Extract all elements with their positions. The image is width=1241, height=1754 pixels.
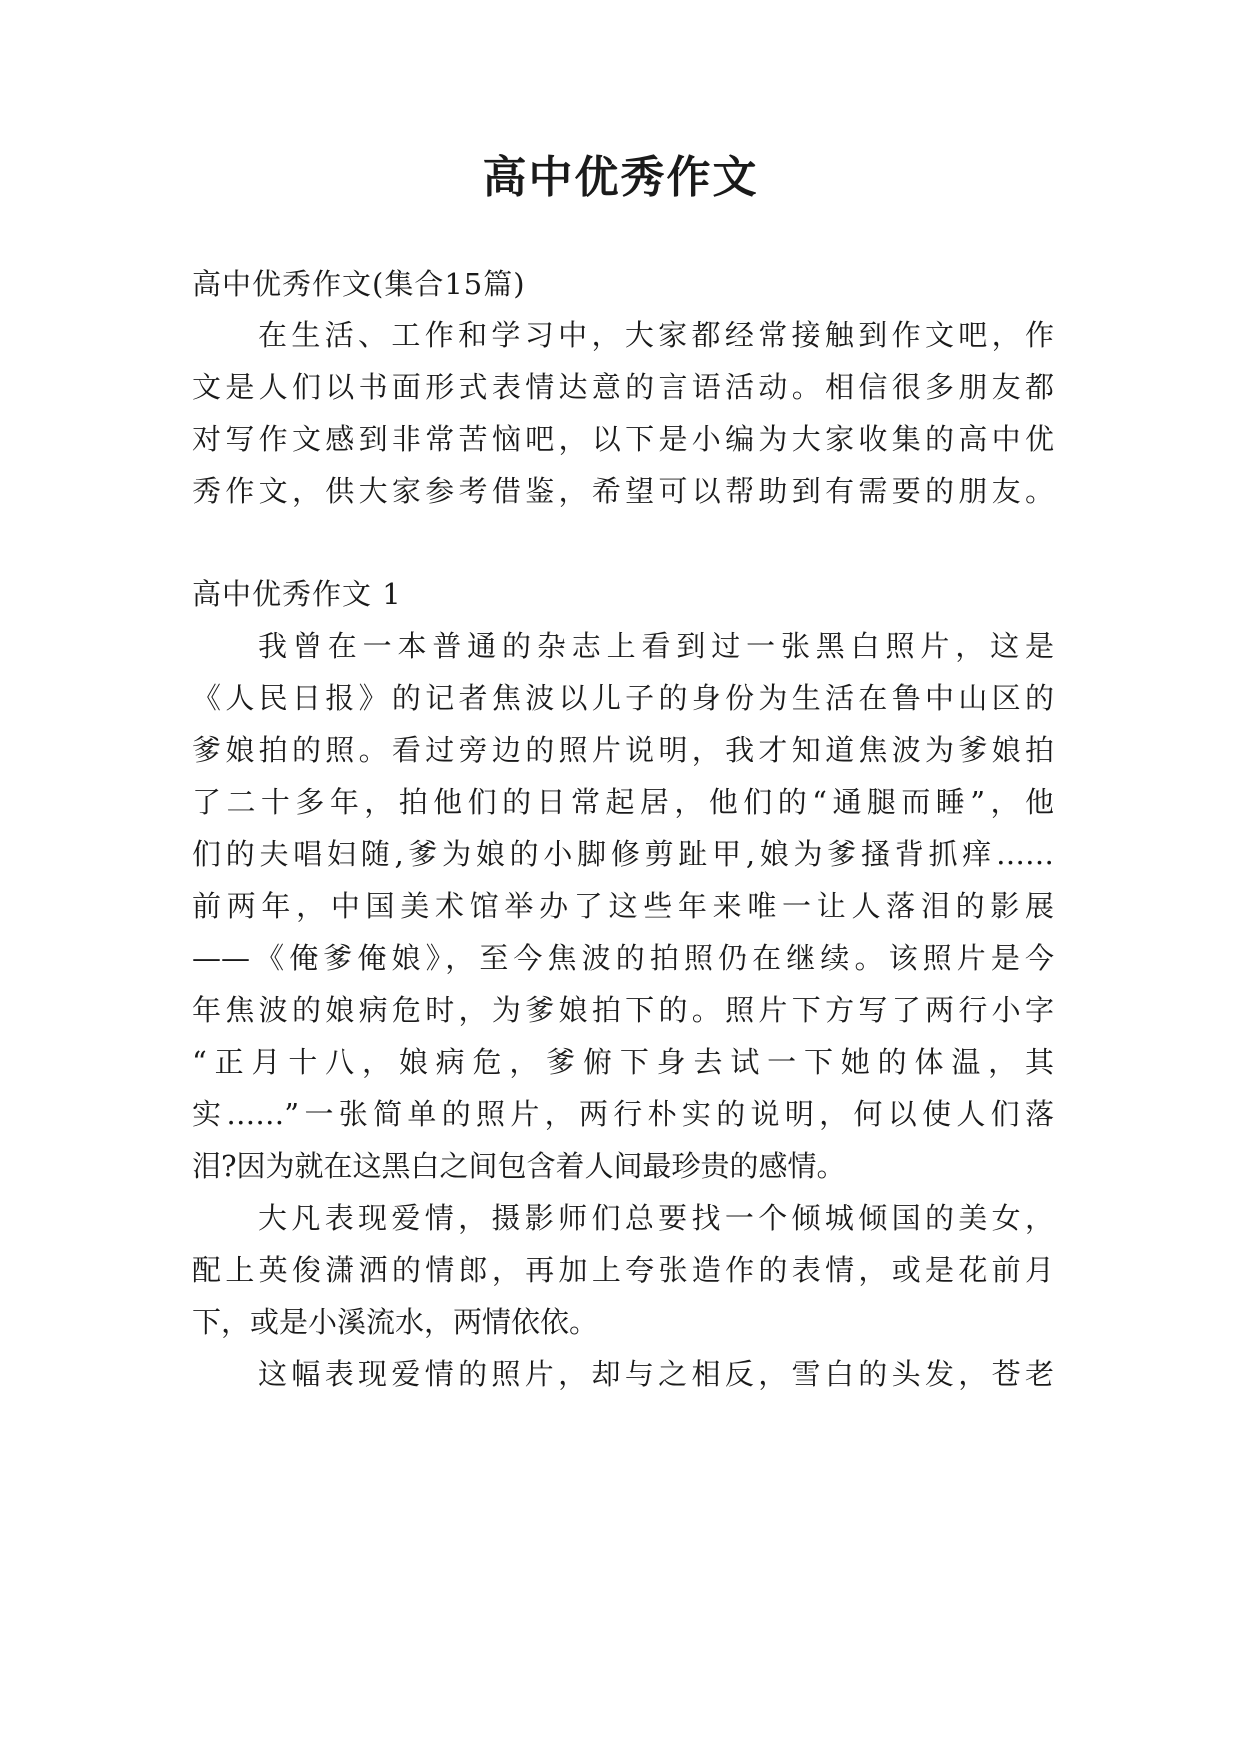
paragraph-line: 泪?因为就在这黑白之间包含着人间最珍贵的感情。 xyxy=(192,1149,846,1183)
intro-line: 秀作文，供大家参考借鉴，希望可以帮助到有需要的朋友。 xyxy=(192,474,1054,508)
paragraph-line: 《人民日报》的记者焦波以儿子的身份为生活在鲁中山区的 xyxy=(192,681,1054,715)
paragraph-line: 了二十多年，拍他们的日常起居，他们的“通腿而睡”，他 xyxy=(192,785,1054,819)
paragraph-line: 配上英俊潇洒的情郎，再加上夸张造作的表情，或是花前月 xyxy=(192,1253,1054,1287)
section-heading: 高中优秀作文 1 xyxy=(192,577,402,611)
paragraph-line: 前两年，中国美术馆举办了这些年来唯一让人落泪的影展 xyxy=(192,889,1054,923)
paragraph-line: 这幅表现爱情的照片，却与之相反，雪白的头发，苍老 xyxy=(258,1357,1054,1391)
document-subtitle: 高中优秀作文(集合15篇) xyxy=(192,267,526,301)
paragraph-line: 爹娘拍的照。看过旁边的照片说明，我才知道焦波为爹娘拍 xyxy=(192,733,1054,767)
paragraph-line: 下，或是小溪流水，两情依依。 xyxy=(192,1305,599,1339)
intro-line: 在生活、工作和学习中，大家都经常接触到作文吧，作 xyxy=(258,318,1054,352)
paragraph-line: 实……”一张简单的照片，两行朴实的说明，何以使人们落 xyxy=(192,1097,1054,1131)
paragraph-line: 我曾在一本普通的杂志上看到过一张黑白照片，这是 xyxy=(258,629,1054,663)
intro-line: 文是人们以书面形式表情达意的言语活动。相信很多朋友都 xyxy=(192,370,1054,404)
intro-line: 对写作文感到非常苦恼吧，以下是小编为大家收集的高中优 xyxy=(192,422,1054,456)
paragraph-line: 们的夫唱妇随,爹为娘的小脚修剪趾甲,娘为爹搔背抓痒…… xyxy=(192,837,1054,871)
paragraph-line: 年焦波的娘病危时，为爹娘拍下的。照片下方写了两行小字 xyxy=(192,993,1054,1027)
paragraph-line: “正月十八，娘病危，爹俯下身去试一下她的体温，其 xyxy=(192,1045,1054,1079)
paragraph-line: ——《俺爹俺娘》，至今焦波的拍照仍在继续。该照片是今 xyxy=(192,941,1054,975)
paragraph-line: 大凡表现爱情，摄影师们总要找一个倾城倾国的美女， xyxy=(258,1201,1054,1235)
document-title: 高中优秀作文 xyxy=(482,152,759,203)
